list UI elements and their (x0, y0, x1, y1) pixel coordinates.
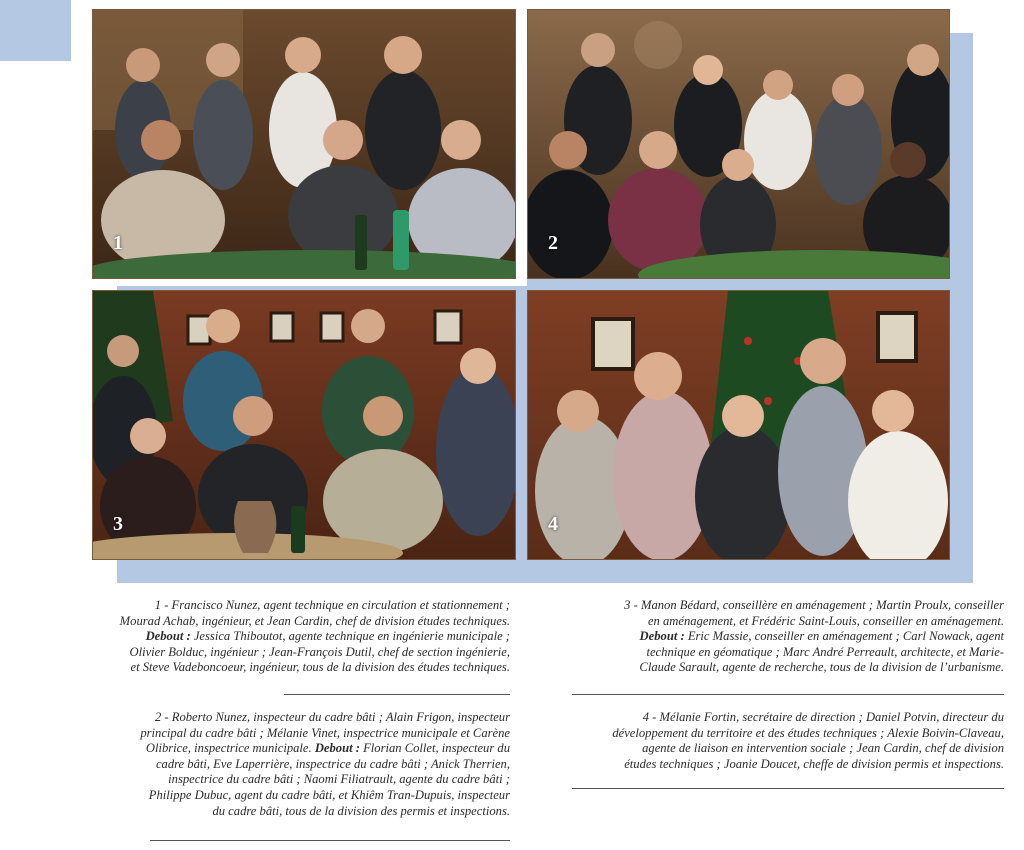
caption-3-line-3: Debout : Eric Massie, conseiller en aménagement ; Carl Nowack, agent (639, 629, 1004, 644)
caption-1-line-3: Debout : Jessica Thiboutot, agente technique en ingénierie municipale ; (145, 629, 510, 644)
group-photo-2 (527, 9, 950, 279)
photo-number-3: 3 (113, 513, 123, 535)
caption-3-line-5: Claude Sarault, agente de recherche, tous de la division de l’urbanisme. (639, 660, 1004, 675)
caption-1-line-5: et Steve Vadeboncoeur, ingénieur, tous de la division des études techniques. (130, 660, 510, 675)
group-photo-1 (92, 9, 516, 279)
caption-1-line-1: 1 - Francisco Nunez, agent technique en circulation et stationnement ; (154, 598, 510, 612)
caption-2-line-5: inspectrice du cadre bâti ; Naomi Filiatrault, agente du cadre bâti ; (168, 772, 510, 787)
caption-2-line-6: Philippe Dubuc, agent du cadre bâti, et Khiêm Tran-Dupuis, inspecteur (148, 787, 510, 802)
caption-3-line-2: en aménagement, et Frédéric Saint-Louis, conseiller en aménagement. (647, 613, 1004, 628)
debout-label: Debout : (145, 629, 191, 644)
caption-photo-1 (40, 598, 510, 676)
caption-3-line-4: technique en géomatique ; Marc André Perreault, architecte, et Marie- (646, 644, 1004, 659)
caption-4-rule (572, 788, 1004, 789)
group-photo-4 (527, 290, 950, 560)
caption-2-line-1: 2 - Roberto Nunez, inspecteur du cadre bâti ; Alain Frigon, inspecteur (154, 710, 510, 724)
caption-2-line-3: Olibrice, inspectrice municipale. Debout : Florian Collet, inspecteur du (145, 741, 510, 756)
caption-4-line-3: agente de liaison en intervention sociale ; Jean Cardin, chef de division (642, 741, 1004, 756)
caption-photo-4 (536, 710, 1004, 772)
caption-3-line-1: 3 - Manon Bédard, conseillère en aménagement ; Martin Proulx, conseiller (624, 598, 1004, 612)
caption-1-line-2: Mourad Achab, ingénieur, et Jean Cardin, chef de division études techniques. (119, 613, 510, 628)
caption-2-line-7: du cadre bâti, tous de la division des permis et inspections. (212, 803, 510, 818)
debout-label: Debout : (639, 629, 685, 644)
photo-number-1: 1 (113, 232, 123, 254)
corner-accent-block (0, 0, 71, 61)
photo-number-4: 4 (548, 513, 558, 535)
caption-4-line-2: développement du territoire et des études techniques ; Alexie Boivin-Claveau, (612, 725, 1004, 740)
caption-photo-3 (536, 598, 1004, 676)
caption-2-rule (150, 840, 510, 841)
caption-3-rule (572, 694, 1004, 695)
group-photo-3 (92, 290, 516, 560)
photo-number-2: 2 (548, 232, 558, 254)
caption-4-line-1: 4 - Mélanie Fortin, secrétaire de direction ; Daniel Potvin, directeur du (642, 710, 1004, 724)
caption-4-line-4: études techniques ; Joanie Doucet, cheffe de division permis et inspections. (624, 756, 1004, 771)
caption-1-line-4: Olivier Bolduc, ingénieur ; Jean-François Dutil, chef de section ingénierie, (129, 644, 510, 659)
caption-2-line-4: cadre bâti, Eve Laperrière, inspectrice du cadre bâti ; Anick Therrien, (155, 756, 510, 771)
caption-photo-2 (40, 710, 510, 819)
debout-label: Debout : (314, 741, 360, 756)
caption-2-line-2: principal du cadre bâti ; Mélanie Vinet, inspectrice municipale et Carène (140, 725, 510, 740)
caption-1-rule (284, 694, 510, 695)
